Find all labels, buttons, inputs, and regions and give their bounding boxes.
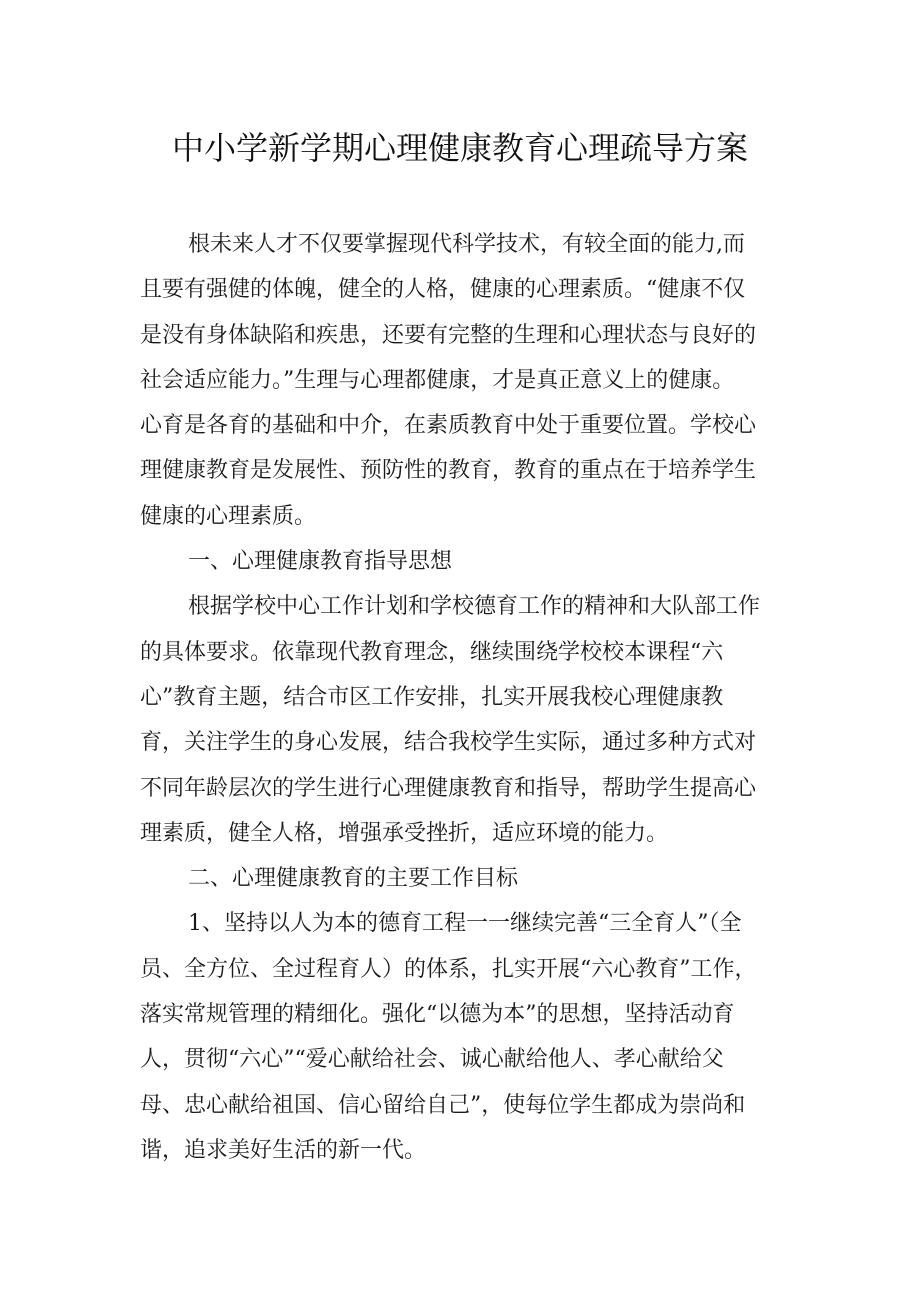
- paragraph-line: 根据学校中心工作计划和学校德育工作的精神和大队部工作: [188, 594, 761, 620]
- paragraph-line: 健康的心理素质。: [140, 503, 317, 529]
- document-title: 中小学新学期心理健康教育心理疏导方案: [171, 129, 748, 167]
- paragraph-line: 的具体要求。依靠现代教育理念，继续围绕学校校本课程“六: [140, 639, 724, 665]
- paragraph-line: 心育是各育的基础和中介，在素质教育中处于重要位置。学校心: [140, 413, 757, 439]
- paragraph-line: 是没有身体缺陷和疾患，还要有完整的生理和心理状态与良好的: [140, 322, 757, 348]
- paragraph-line: 根未来人才不仅要掌握现代科学技术，有较全面的能力,而: [188, 232, 745, 257]
- section-heading: 二、心理健康教育的主要工作目标: [188, 866, 519, 892]
- paragraph-line: 社会适应能力。”生理与心理都健康，才是真正意义上的健康。: [140, 367, 735, 393]
- paragraph-line: 谐，追求美好生活的新一代。: [140, 1137, 427, 1163]
- paragraph-line: 落实常规管理的精细化。强化“以德为本”的思想，坚持活动育: [140, 1002, 735, 1028]
- paragraph-line: 母、忠心献给祖国、信心留给自己”，使每位学生都成为崇尚和: [140, 1092, 746, 1118]
- document-body: [140, 222, 800, 1173]
- paragraph-line: 1、坚持以人为本的德育工程一一继续完善“三全育人”（全: [188, 911, 742, 937]
- paragraph-line: 不同年龄层次的学生进行心理健康教育和指导，帮助学生提高心: [140, 775, 757, 801]
- paragraph-line: 育，关注学生的身心发展，结合我校学生实际，通过多种方式对: [140, 730, 757, 756]
- paragraph-line: 员、全方位、全过程育人）的体系，扎实开展“六心教育”工作，: [140, 956, 757, 982]
- paragraph-line: 且要有强健的体魄，健全的人格，健康的心理素质。“健康不仅: [140, 277, 746, 303]
- paragraph-line: 心”教育主题，结合市区工作安排，扎实开展我校心理健康教: [140, 684, 724, 710]
- section-heading: 一、心理健康教育指导思想: [188, 549, 453, 575]
- paragraph-line: 理健康教育是发展性、预防性的教育，教育的重点在于培养学生: [140, 458, 757, 484]
- paragraph-line: 理素质，健全人格，增强承受挫折，适应环境的能力。: [140, 820, 669, 846]
- paragraph-line: 人，贯彻“六心”“爱心献给社会、诚心献给他人、孝心献给父: [140, 1047, 724, 1073]
